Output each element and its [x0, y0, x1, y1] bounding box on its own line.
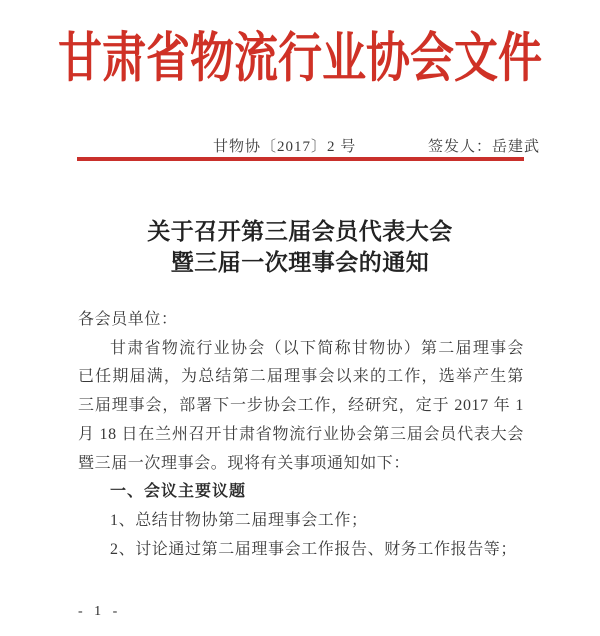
document-body: [78, 306, 524, 564]
document-title-line2: 暨三届一次理事会的通知: [170, 250, 430, 275]
agenda-item-2: 2、讨论通过第二届理事会工作报告、财务工作报告等；: [110, 540, 518, 558]
document-meta-row: [0, 135, 600, 155]
red-divider-rule: [77, 157, 524, 161]
red-header-org-title: 甘肃省物流行业协会文件: [58, 28, 542, 89]
page-number: - 1 -: [78, 604, 122, 619]
issuer-name: 签发人：岳建武: [427, 139, 540, 155]
document-title: [0, 216, 600, 278]
document-title-line1: 关于召开第三届会员代表大会: [147, 219, 453, 244]
salutation: 各会员单位：: [78, 311, 178, 328]
body-paragraph: 甘肃省物流行业协会（以下简称甘物协）第二届理事会已任期届满，为总结第二届理事会以来的工作，选举产生第三届理事会，部署下一步协会工作，经研究，定于 2017 年 1 月 18 日在兰州召开甘肃省物流行业协会第三届会员代表大会暨三届一次理事会。现将有关事项通知如下：: [78, 339, 524, 472]
section-heading: 一、会议主要议题: [110, 483, 247, 501]
agenda-item-1: 1、总结甘物协第二届理事会工作；: [110, 511, 368, 529]
document-number: 甘物协〔2017〕2 号: [213, 139, 357, 155]
